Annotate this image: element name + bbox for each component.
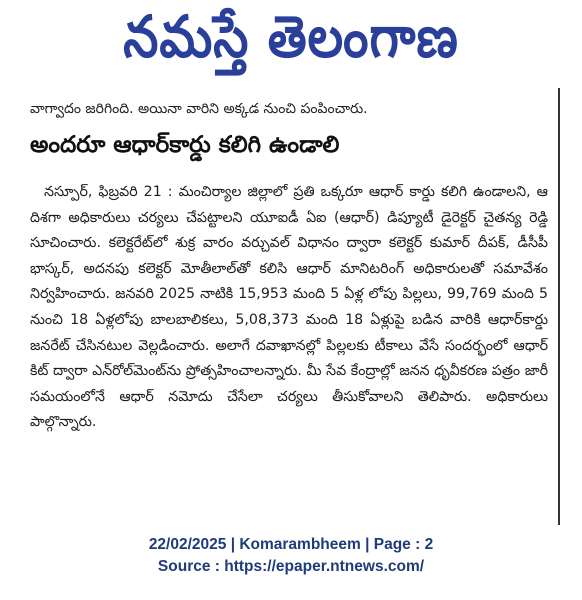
source-link[interactable]: Source : https://epaper.ntnews.com/ bbox=[157, 558, 425, 575]
article-clipping bbox=[30, 88, 560, 525]
article-body bbox=[30, 180, 548, 436]
article-body-text: నస్పూర్, ఫిబ్రవరి 21 : మంచిర్యాల జిల్లాలో ప్రతి ఒక్కరూ ఆధార్ కార్డు కలిగి ఉండాలని, ఆ దిశగా అధికారులు చర్యలు చేపట్టాలని యూఐడీ ఏఐ (ఆధార్) డిప్యూటీ డైరెక్టర్ చైతన్య రెడ్డి సూచించారు. కలెక్టరేట్‌లో శుక్ర వారం వర్చువల్ విధానం ద్వారా కలెక్టర్ కుమార్ దీపక్, డీసీపీ భాస్కర్, అదనపు కలెక్టర్ మోతీలాల్‌తో కలిసి ఆధార్ మానిటరింగ్ అధికారులతో సమావేశం నిర్వహించారు. జనవరి 2025 నాటికి 15,953 మంది 5 ఏళ్ల లోపు పిల్లలు, 99,769 మంది 5 నుంచి 18 ఏళ్లలోపు బాలబాలికలు, 5,08,373 మంది 18 ఏళ్లుపై బడిన వారికి ఆధార్‌కార్డు జనరేట్ చేసినటుల వెల్లడించారు. అలాగే దవాఖానల్లో పిల్లలకు టీకాలు వేసే సందర్భంలో ఆధార్ కిట్ ద్వారా ఎన్‌రోల్‌మెంట్‌ను ప్రోత్సహించాలన్నారు. మీ సేవ కేంద్రాల్లో జనన ధృవీకరణ పత్రం జారీ సమయంలోనే ఆధార్ నమోదు చేసేలా చర్యలు తీసుకోవాలని తెలిపారు. అధికారులు పాల్గొన్నారు. bbox=[30, 184, 548, 431]
date-edition-page: 22/02/2025 | Komarambheem | Page : 2 bbox=[148, 536, 434, 553]
previous-article-tail: వాగ్వాదం జరిగింది. అయినా వారిని అక్కడ నుంచి పంపించారు. bbox=[30, 101, 368, 117]
masthead-title: నమస్తే తెలంగాణ bbox=[123, 3, 459, 70]
newspaper-masthead bbox=[0, 0, 582, 88]
article-headline: అందరూ ఆధార్‌కార్డు కలిగి ఉండాలి bbox=[30, 132, 340, 158]
clipping-footer bbox=[0, 534, 582, 578]
